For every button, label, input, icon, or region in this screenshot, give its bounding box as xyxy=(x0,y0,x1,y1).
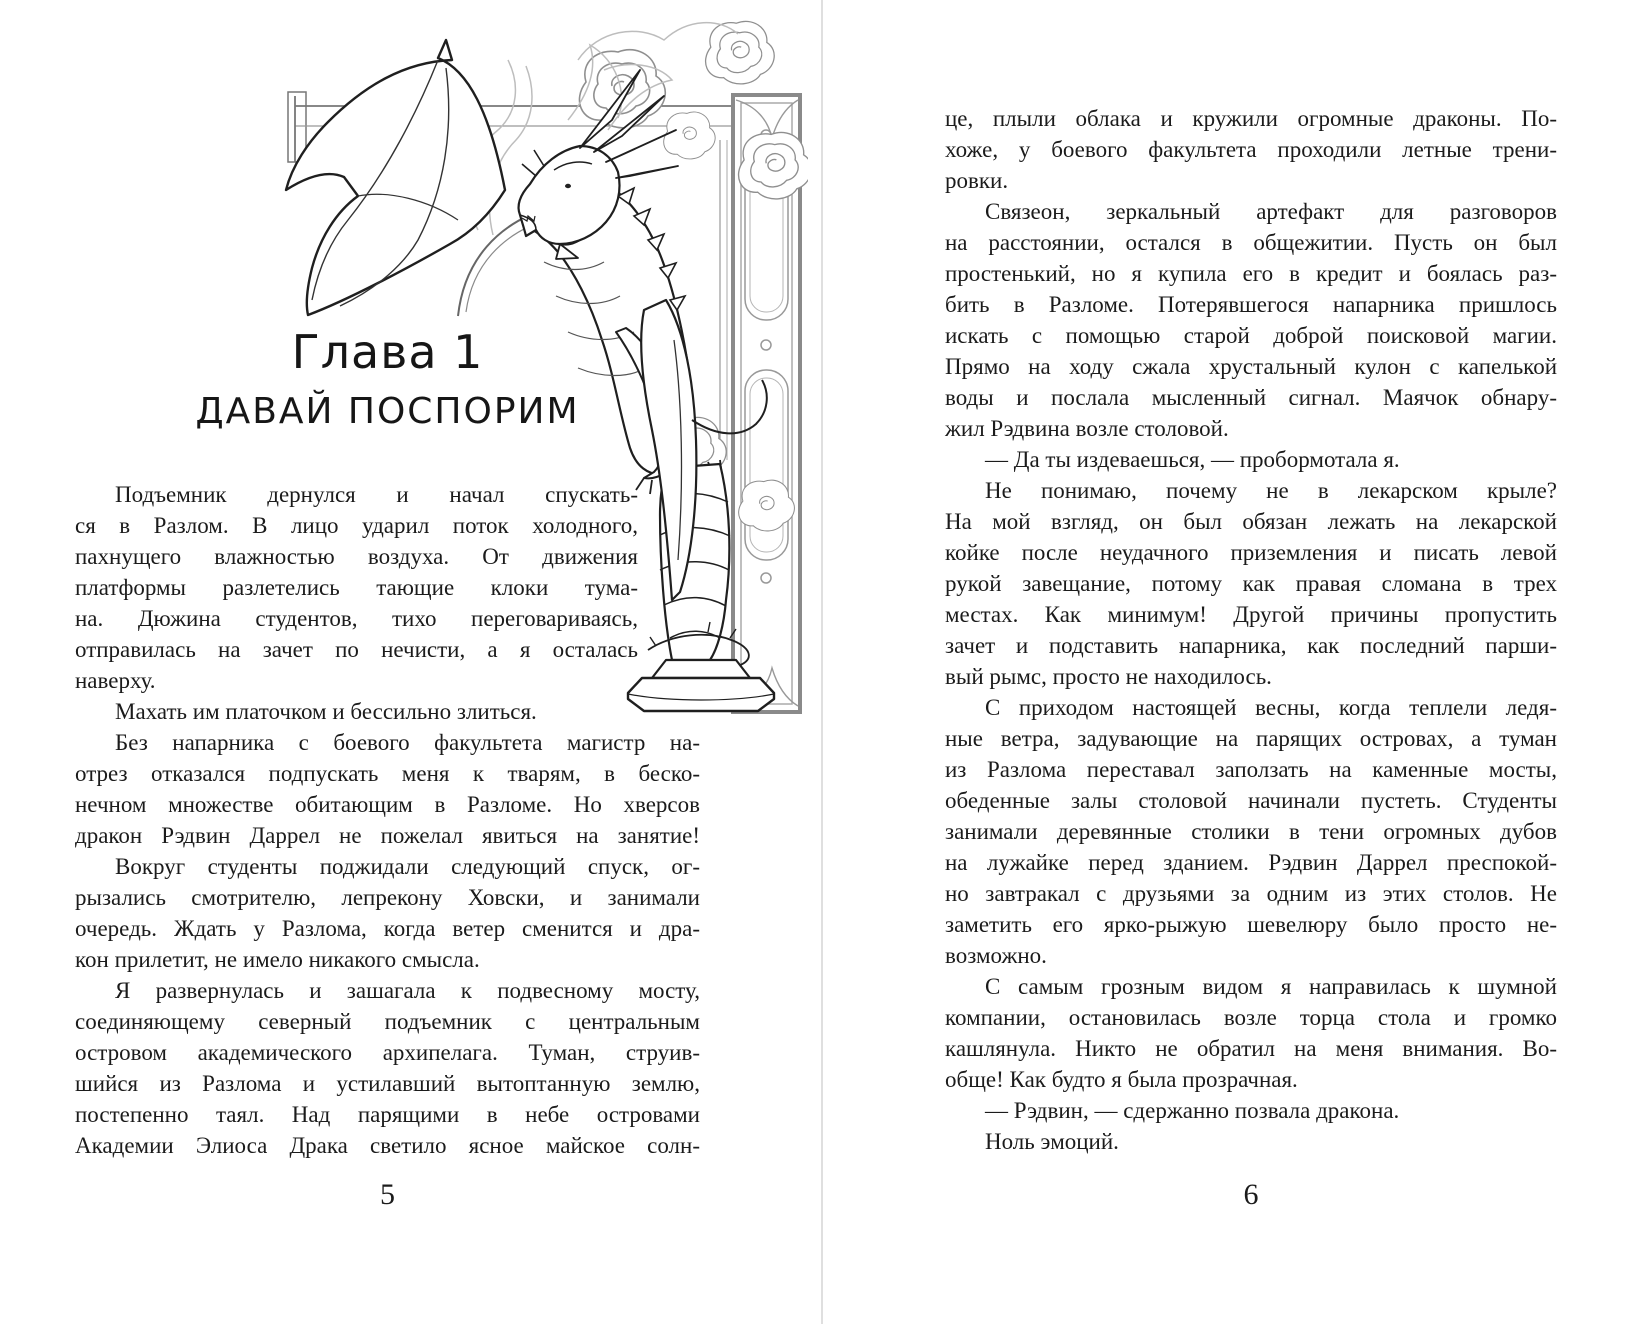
text-line: дракон Рэдвин Даррел не пожелал явиться на занятие! xyxy=(75,823,700,848)
text-line: местах. Как минимум! Другой причины пропустить xyxy=(945,602,1557,627)
text-line: простенький, но я купила его в кредит и боялась раз- xyxy=(945,261,1557,286)
text-line: хоже, у боевого факультета проходили летные трени- xyxy=(945,137,1557,162)
text-line: соединяющему северный подъемник с центральным xyxy=(75,1009,700,1034)
paragraph xyxy=(75,975,700,1161)
text-line: — Да ты издеваешься, — пробормотала я. xyxy=(985,447,1400,472)
text-line: нечном множестве обитающим в Разломе. Но хверсов xyxy=(75,792,700,817)
text-line: вый рымс, просто не находилось. xyxy=(945,664,1272,689)
page-number-left: 5 xyxy=(380,1178,395,1211)
paragraph xyxy=(945,444,1557,475)
text-line: пахнущего влажностью воздуха. От движения xyxy=(75,544,638,569)
text-line: искать с помощью старой доброй поисковой магии. xyxy=(945,323,1557,348)
paragraph xyxy=(945,1095,1557,1126)
text-line: Прямо на ходу сжала хрустальный кулон с капелькой xyxy=(945,354,1557,379)
paragraph xyxy=(945,103,1557,196)
text-line: Я развернулась и зашагала к подвесному мосту, xyxy=(115,978,700,1003)
paragraph xyxy=(945,1126,1557,1157)
text-line: из Разлома переставал заползать на каменные мосты, xyxy=(945,757,1557,782)
text-line: Махать им платочком и бессильно злиться. xyxy=(115,699,537,724)
paragraph xyxy=(945,692,1557,971)
text-line: рызались смотрителю, лепрекону Ховски, и занимали xyxy=(75,885,700,910)
text-line: бить в Разломе. Потерявшегося напарника пришлось xyxy=(945,292,1557,317)
text-line: Не понимаю, почему не в лекарском крыле? xyxy=(985,478,1557,503)
text-line: жил Рэдвина возле столовой. xyxy=(945,416,1229,441)
text-line: компании, остановилась возле торца стола и громко xyxy=(945,1005,1557,1030)
text-line: отрез отказался подпускать меня к тварям, в беско- xyxy=(75,761,700,786)
text-line: Вокруг студенты поджидали следующий спуск, ог- xyxy=(115,854,700,879)
text-line: койке после неудачного приземления и писать левой xyxy=(945,540,1557,565)
paragraph xyxy=(75,479,700,696)
chapter-title: ДАВАЙ ПОСПОРИМ xyxy=(195,390,580,432)
page-gutter-divider xyxy=(821,0,823,1324)
text-line: ные ветра, задувающие на парящих островах, а туман xyxy=(945,726,1557,751)
text-line: очередь. Ждать у Разлома, когда ветер сменится и дра- xyxy=(75,916,700,941)
paragraph xyxy=(75,727,700,851)
text-line: возможно. xyxy=(945,943,1047,968)
chapter-label: Глава 1 xyxy=(291,325,484,379)
text-line: — Рэдвин, — сдержанно позвала дракона. xyxy=(985,1098,1400,1123)
body-text-right xyxy=(945,103,1557,1157)
text-line: рукой завещание, потому как правая сломана в трех xyxy=(945,571,1557,596)
text-line: платформы разлетелись тающие клоки тума- xyxy=(75,575,638,600)
text-line: кон прилетит, не имело никакого смысла. xyxy=(75,947,480,972)
text-line: шийся из Разлома и устилавший вытоптанную землю, xyxy=(75,1071,700,1096)
text-line: обще! Как будто я была прозрачная. xyxy=(945,1067,1298,1092)
text-line: це, плыли облака и кружили огромные драконы. По- xyxy=(945,106,1557,131)
paragraph xyxy=(75,696,700,727)
text-line: С самым грозным видом я направилась к шумной xyxy=(985,974,1557,999)
paragraph xyxy=(945,196,1557,444)
text-line: С приходом настоящей весны, когда теплели ледя- xyxy=(985,695,1557,720)
text-line: Связеон, зеркальный артефакт для разговоров xyxy=(985,199,1557,224)
paragraph xyxy=(945,475,1557,692)
text-line: на. Дюжина студентов, тихо переговариваясь, xyxy=(75,606,638,631)
page-number-right: 6 xyxy=(1243,1178,1259,1211)
text-line: ровки. xyxy=(945,168,1009,193)
text-line: постепенно таял. Над парящими в небе островами xyxy=(75,1102,700,1127)
text-line: островом академического архипелага. Туман, струив- xyxy=(75,1040,700,1065)
text-line: на расстоянии, остался в общежитии. Пусть он был xyxy=(945,230,1557,255)
text-line: но завтракал с друзьями за одним из этих столов. Не xyxy=(945,881,1557,906)
text-line: Подъемник дернулся и начал спускать- xyxy=(115,482,638,507)
text-line: наверху. xyxy=(75,668,156,693)
text-line: на лужайке перед зданием. Рэдвин Даррел преспокой- xyxy=(945,850,1557,875)
text-line: Ноль эмоций. xyxy=(985,1129,1119,1154)
paragraph xyxy=(75,851,700,975)
text-line: отправилась на зачет по нечисти, а я осталась xyxy=(75,637,638,662)
text-line: зачет и подставить напарника, как последний парши- xyxy=(945,633,1557,658)
text-line: На мой взгляд, он был обязан лежать на лекарской xyxy=(945,509,1557,534)
text-line: кашлянула. Никто не обратил на меня внимания. Во- xyxy=(945,1036,1557,1061)
text-line: заметить его ярко-рыжую шевелюру было просто не- xyxy=(945,912,1557,937)
body-text-left xyxy=(75,479,700,1161)
text-line: обеденные залы столовой начинали пустеть. Студенты xyxy=(945,788,1557,813)
paragraph xyxy=(945,971,1557,1095)
chapter-heading xyxy=(75,327,700,431)
text-line: ся в Разлом. В лицо ударил поток холодного, xyxy=(75,513,638,538)
text-line: воды и послала мысленный сигнал. Маячок обнару- xyxy=(945,385,1557,410)
text-line: Академии Элиоса Драка светило ясное майское солн- xyxy=(75,1133,700,1158)
text-line: занимали деревянные столики в тени огромных дубов xyxy=(945,819,1557,844)
text-line: Без напарника с боевого факультета магистр на- xyxy=(115,730,700,755)
